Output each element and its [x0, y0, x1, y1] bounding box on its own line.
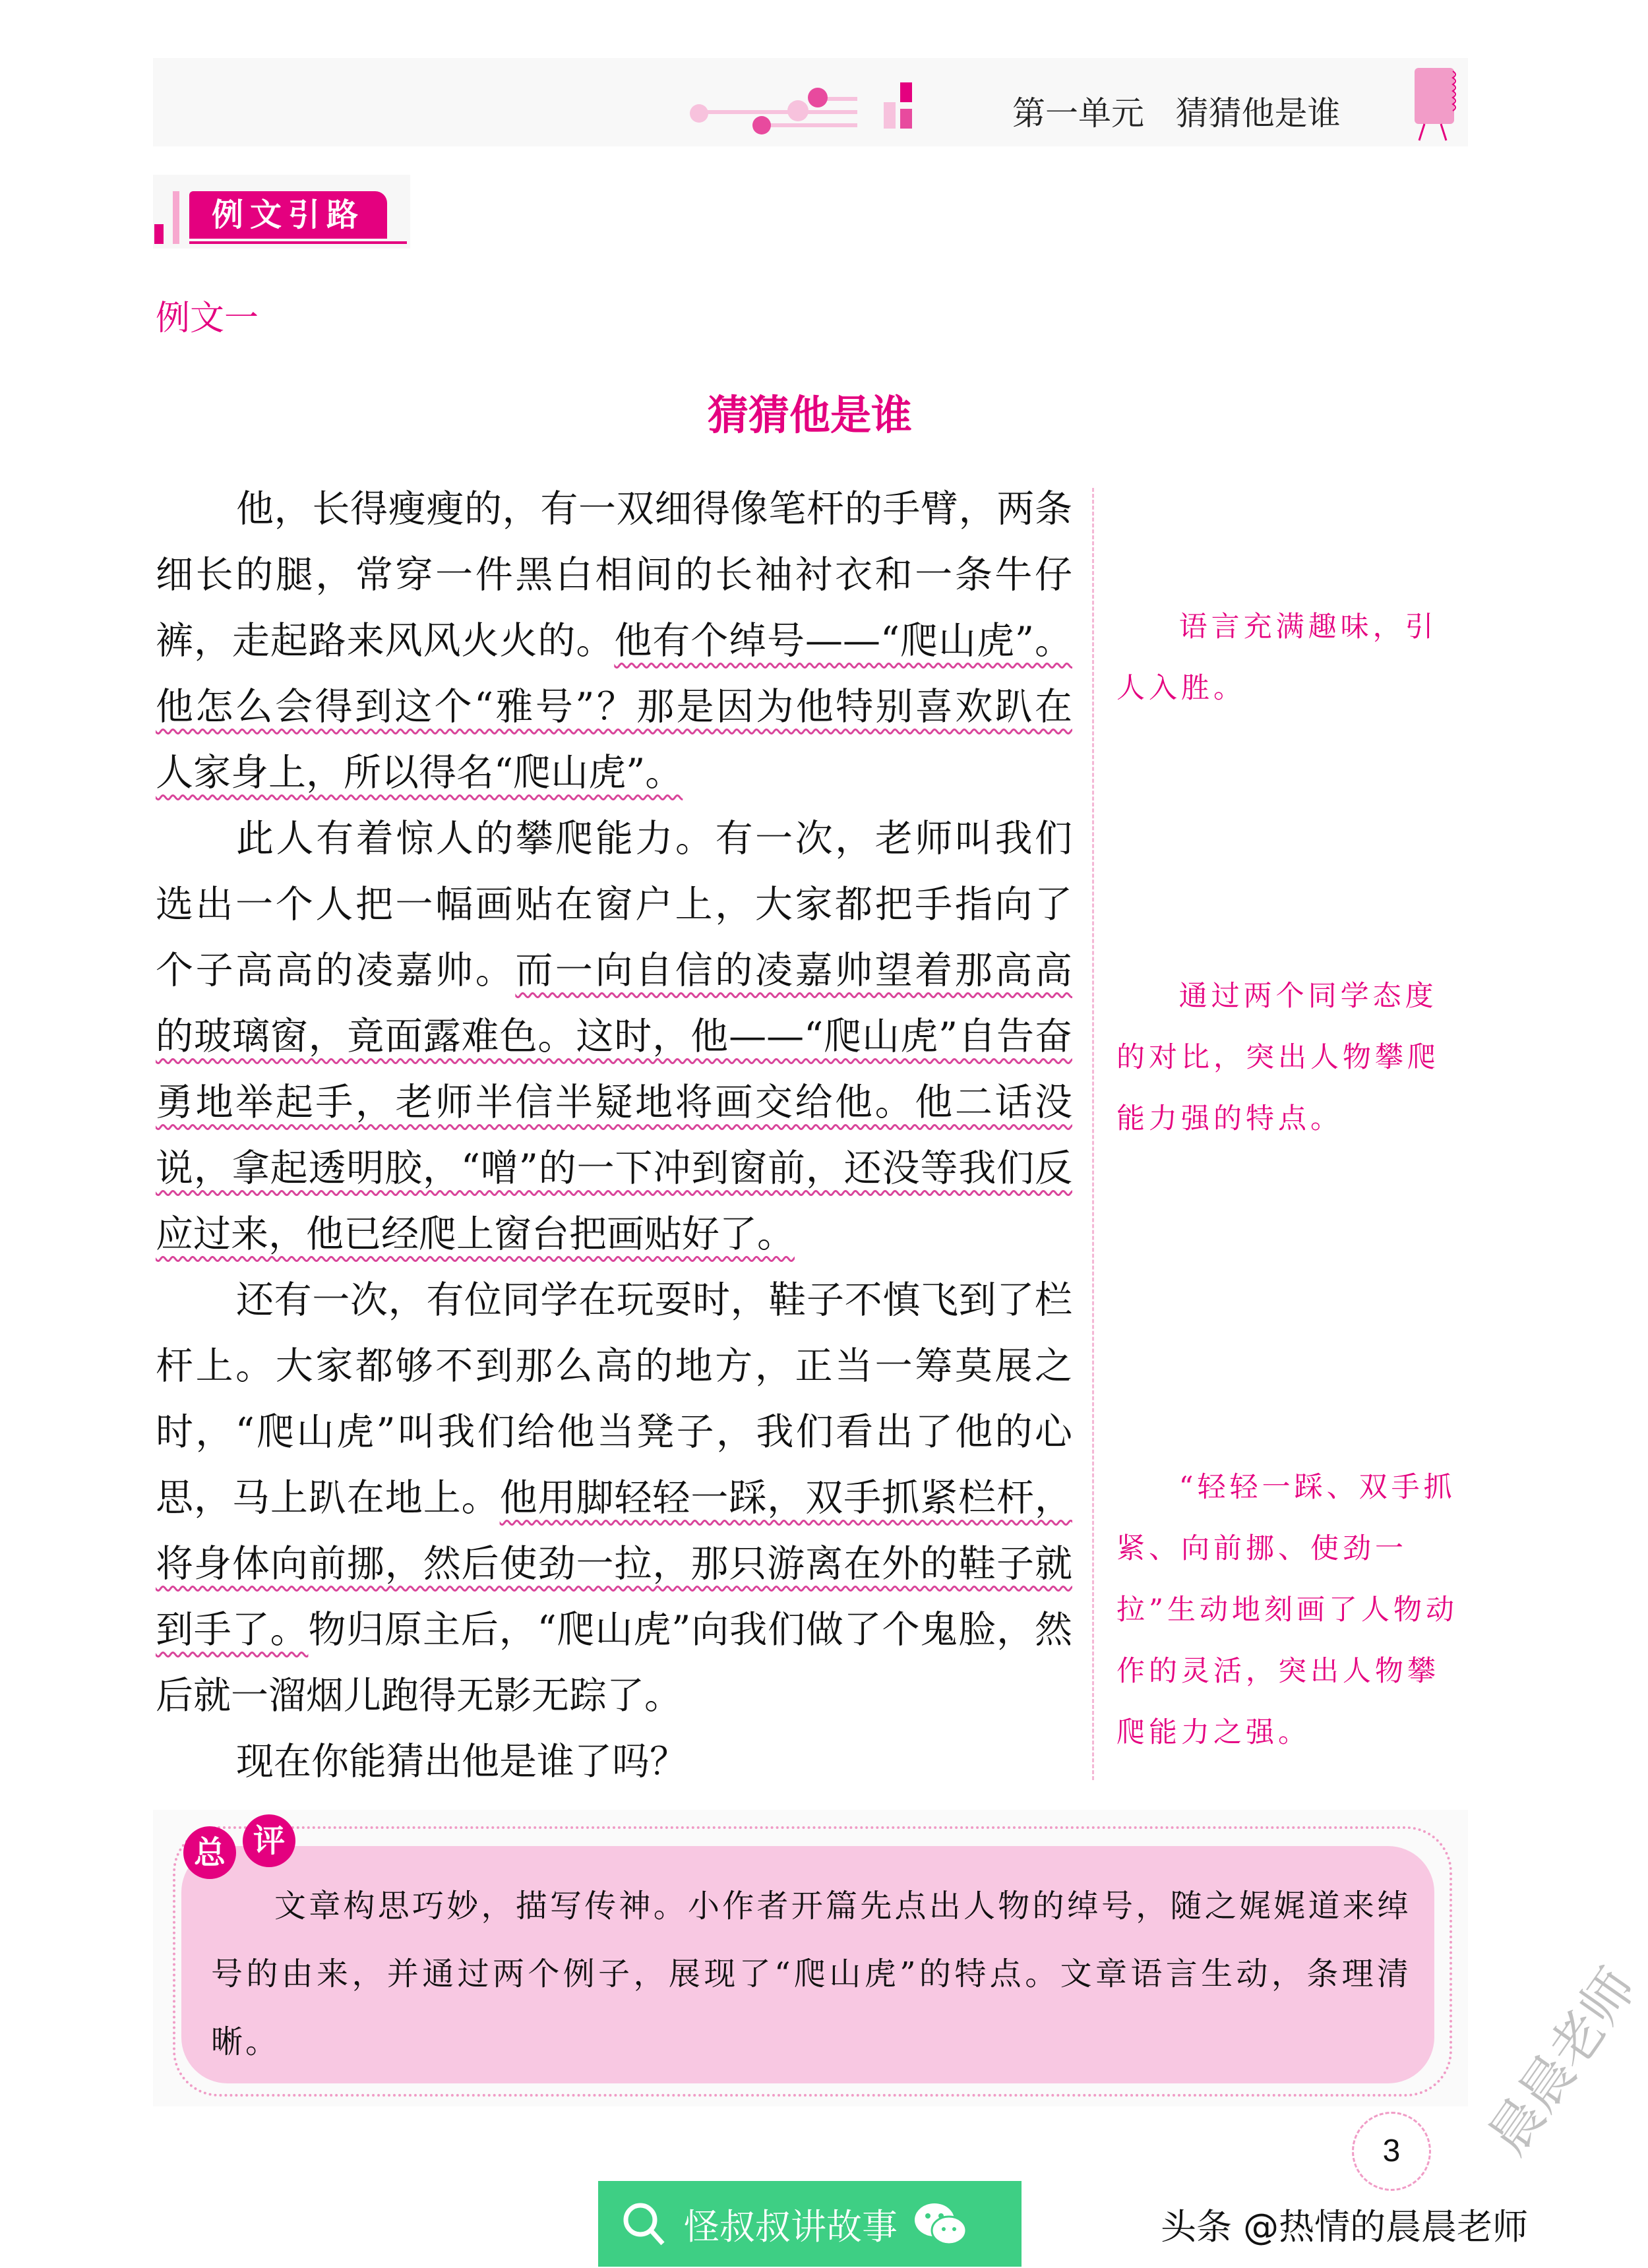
article-line	[156, 1333, 1072, 1399]
text-segment: 还有一次，有位同学在玩耍时，鞋子不慎飞到了栏	[236, 1278, 1072, 1322]
margin-note	[1116, 966, 1469, 1150]
underlined-text: 人家身上，所以得名“爬山虎”。	[156, 751, 683, 794]
search-icon	[618, 2197, 671, 2250]
note-text: “轻轻一踩、双手抓紧、向前挪、使劲一拉”生动地刻画了人物动作的灵活，突出人物攀爬能力之强。	[1116, 1471, 1458, 1749]
article-line	[156, 674, 1072, 740]
underlined-text: 他有个绰号——“爬山虎”。	[614, 619, 1073, 663]
article-line	[156, 1399, 1072, 1465]
summary-text: 文章构思巧妙，描写传神。小作者开篇先点出人物的绰号，随之娓娓道来绰号的由来，并通过两个例子，展现了“爬山虎”的特点。文章语言生动，条理清晰。	[211, 1888, 1411, 2060]
article-line	[156, 1201, 1072, 1267]
search-button-label: 怪叔叔讲故事	[684, 2205, 898, 2248]
summary-label-circle: 评	[243, 1814, 295, 1867]
text-segment: 裤，走起路来风风火火的。	[156, 619, 615, 663]
article-line	[156, 1531, 1072, 1597]
underlined-text: 将身体向前挪，然后使劲一拉，那只游离在外的鞋子就	[156, 1542, 1072, 1586]
article-line	[156, 1729, 1072, 1795]
text-segment: 此人有着惊人的攀爬能力。有一次，老师叫我们	[236, 817, 1072, 860]
article-line	[156, 608, 1072, 674]
text-segment: 个子高高的凌嘉帅。	[156, 949, 516, 992]
article-line	[156, 740, 1072, 806]
note-text: 语言充满趣味，引人入胜。	[1116, 611, 1438, 705]
notebook-mascot-icon	[1408, 65, 1461, 144]
wechat-icon	[911, 2197, 970, 2250]
article-line	[156, 1597, 1072, 1663]
article-line	[156, 1267, 1072, 1333]
article-line	[156, 1465, 1072, 1531]
text-segment: 细长的腿，常穿一件黑白相间的长袖衬衣和一条牛仔	[156, 553, 1072, 597]
badge-arrow-icon	[189, 241, 407, 244]
text-segment: 思，马上趴在地上。	[156, 1476, 500, 1520]
text-segment: 杆上。大家都够不到那么高的地方，正当一筹莫展之	[156, 1344, 1072, 1388]
margin-note	[1116, 597, 1469, 719]
article-line	[156, 872, 1072, 938]
underlined-text: 应过来，他已经爬上窗台把画贴好了。	[156, 1212, 795, 1256]
section-badge: 例文引路	[189, 191, 387, 239]
text-segment: 物归原主后，“爬山虎”向我们做了个鬼脸，然	[308, 1608, 1072, 1652]
text-segment: 后就一溜烟儿跑得无影无踪了。	[156, 1674, 682, 1717]
underlined-text: 的玻璃窗，竟面露难色。这时，他——“爬山虎”自告奋	[156, 1015, 1072, 1058]
header-decoration-icon	[686, 79, 989, 138]
lesson-label: 猜猜他是谁	[1175, 94, 1341, 133]
text-segment: 时，“爬山虎”叫我们给他当凳子，我们看出了他的心	[156, 1410, 1072, 1454]
article-body	[156, 476, 1072, 1795]
text-segment: 选出一个人把一幅画贴在窗户上，大家都把手指向了	[156, 883, 1072, 926]
article-line	[156, 476, 1072, 542]
underlined-text: 他怎么会得到这个“雅号”？那是因为他特别喜欢趴在	[156, 685, 1072, 729]
article-line	[156, 806, 1072, 872]
article-line	[156, 1003, 1072, 1069]
margin-note	[1116, 1457, 1469, 1764]
text-segment: 他，长得瘦瘦的，有一双细得像笔杆的手臂，两条	[236, 487, 1072, 531]
unit-label: 第一单元	[1012, 94, 1144, 133]
article-line	[156, 1069, 1072, 1135]
article-line	[156, 542, 1072, 608]
article-title: 猜猜他是谁	[707, 391, 912, 439]
margin-divider	[1092, 488, 1094, 1780]
underlined-text: 他用脚轻轻一踩，双手抓紧栏杆，	[499, 1476, 1072, 1520]
example-label: 例文一	[156, 299, 259, 338]
underlined-text: 而一向自信的凌嘉帅望着那高高	[515, 949, 1073, 992]
underlined-text: 说，拿起透明胶，“噌”的一下冲到窗前，还没等我们反	[156, 1147, 1072, 1190]
article-line	[156, 1663, 1072, 1729]
summary-label-circle: 总	[183, 1826, 236, 1879]
article-line	[156, 1135, 1072, 1201]
underlined-text: 到手了。	[156, 1608, 309, 1652]
note-text: 通过两个同学态度的对比，突出人物攀爬能力强的特点。	[1116, 980, 1440, 1135]
article-line	[156, 938, 1072, 1003]
search-button[interactable]	[598, 2181, 1022, 2267]
header-title	[1012, 87, 1341, 134]
badge-decoration	[154, 224, 164, 244]
badge-decoration	[173, 191, 179, 244]
watermark: 头条 @热情的晨晨老师	[1161, 2206, 1529, 2248]
text-segment: 现在你能猜出他是谁了吗？	[236, 1740, 687, 1783]
page-number: 3	[1352, 2112, 1431, 2191]
diagonal-watermark: 晨晨老师	[1477, 1957, 1648, 2166]
underlined-text: 勇地举起手，老师半信半疑地将画交给他。他二话没	[156, 1081, 1072, 1124]
